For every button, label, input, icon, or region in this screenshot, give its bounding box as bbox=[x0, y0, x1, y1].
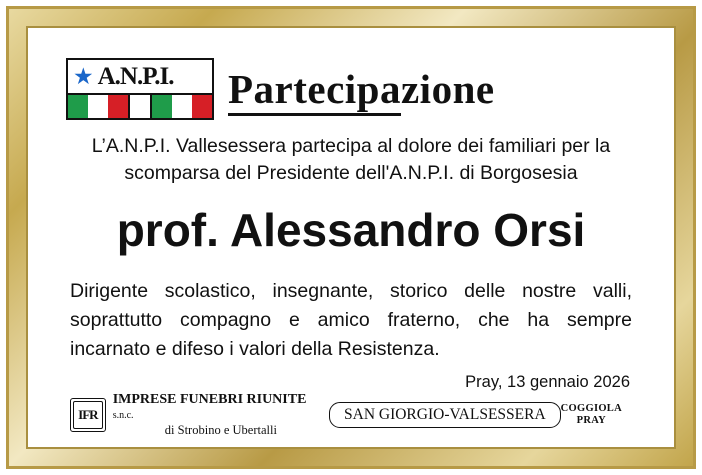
intro-line-2: scomparsa del Presidente dell'A.N.P.I. di Borgosesia bbox=[124, 162, 578, 184]
header-row bbox=[66, 58, 636, 120]
town-line-2: PRAY bbox=[576, 415, 607, 426]
flag-stripe-green bbox=[68, 95, 88, 118]
funeral-home-suffix: s.n.c. bbox=[112, 410, 134, 421]
towns-block bbox=[561, 403, 632, 427]
funeral-home-line-2: di Strobino e Ubertalli bbox=[164, 423, 277, 437]
flag-stripe-red bbox=[108, 95, 128, 118]
notice-sheet bbox=[48, 48, 654, 437]
anpi-logo-text: A.N.P.I. bbox=[97, 63, 174, 90]
town-line-1: COGGIOLA bbox=[560, 403, 622, 414]
body-paragraph bbox=[66, 277, 636, 364]
intro-line-1: L’A.N.P.I. Vallesessera partecipa al dolore dei familiari per la bbox=[91, 135, 611, 157]
flag-stripe-red-2 bbox=[192, 95, 212, 118]
body-line-3: incarnato e difeso i valori della Resistenza. bbox=[70, 338, 440, 360]
deceased-name: prof. Alessandro Orsi bbox=[116, 204, 586, 256]
place-and-date: Pray, 13 gennaio 2026 bbox=[465, 373, 630, 391]
page-title bbox=[228, 66, 495, 112]
funeral-home-emblem-icon: IFR bbox=[70, 398, 106, 432]
funeral-home-title: IMPRESE FUNEBRI RIUNITE bbox=[112, 392, 307, 407]
footer-row bbox=[66, 392, 636, 440]
flag-stripe-green-2 bbox=[152, 95, 172, 118]
body-line-1: Dirigente scolastico, insegnante, storico delle nostre valli, bbox=[70, 280, 632, 302]
italian-flag-icon bbox=[68, 93, 212, 118]
flag-stripe-white bbox=[88, 95, 108, 118]
intro-paragraph bbox=[66, 133, 636, 187]
body-line-2: soprattutto compagno e amico fraterno, che ha sempre bbox=[70, 309, 632, 331]
flag-stripe-white-2 bbox=[130, 95, 150, 118]
funeral-home-names bbox=[113, 392, 329, 438]
anpi-logo bbox=[66, 58, 214, 120]
page-title-underlined: Partecipa bbox=[228, 66, 401, 116]
anpi-logo-top bbox=[68, 60, 212, 93]
funeral-home-block bbox=[70, 392, 329, 438]
inner-frame-border bbox=[26, 26, 676, 449]
page-title-rest: zione bbox=[400, 66, 495, 112]
star-icon: ★ bbox=[73, 63, 94, 89]
funeral-home-line-1 bbox=[113, 392, 329, 423]
decorative-gold-frame bbox=[6, 6, 696, 469]
flag-stripe-white-3 bbox=[172, 95, 192, 118]
branch-label: SAN GIORGIO-VALSESSERA bbox=[329, 402, 561, 428]
